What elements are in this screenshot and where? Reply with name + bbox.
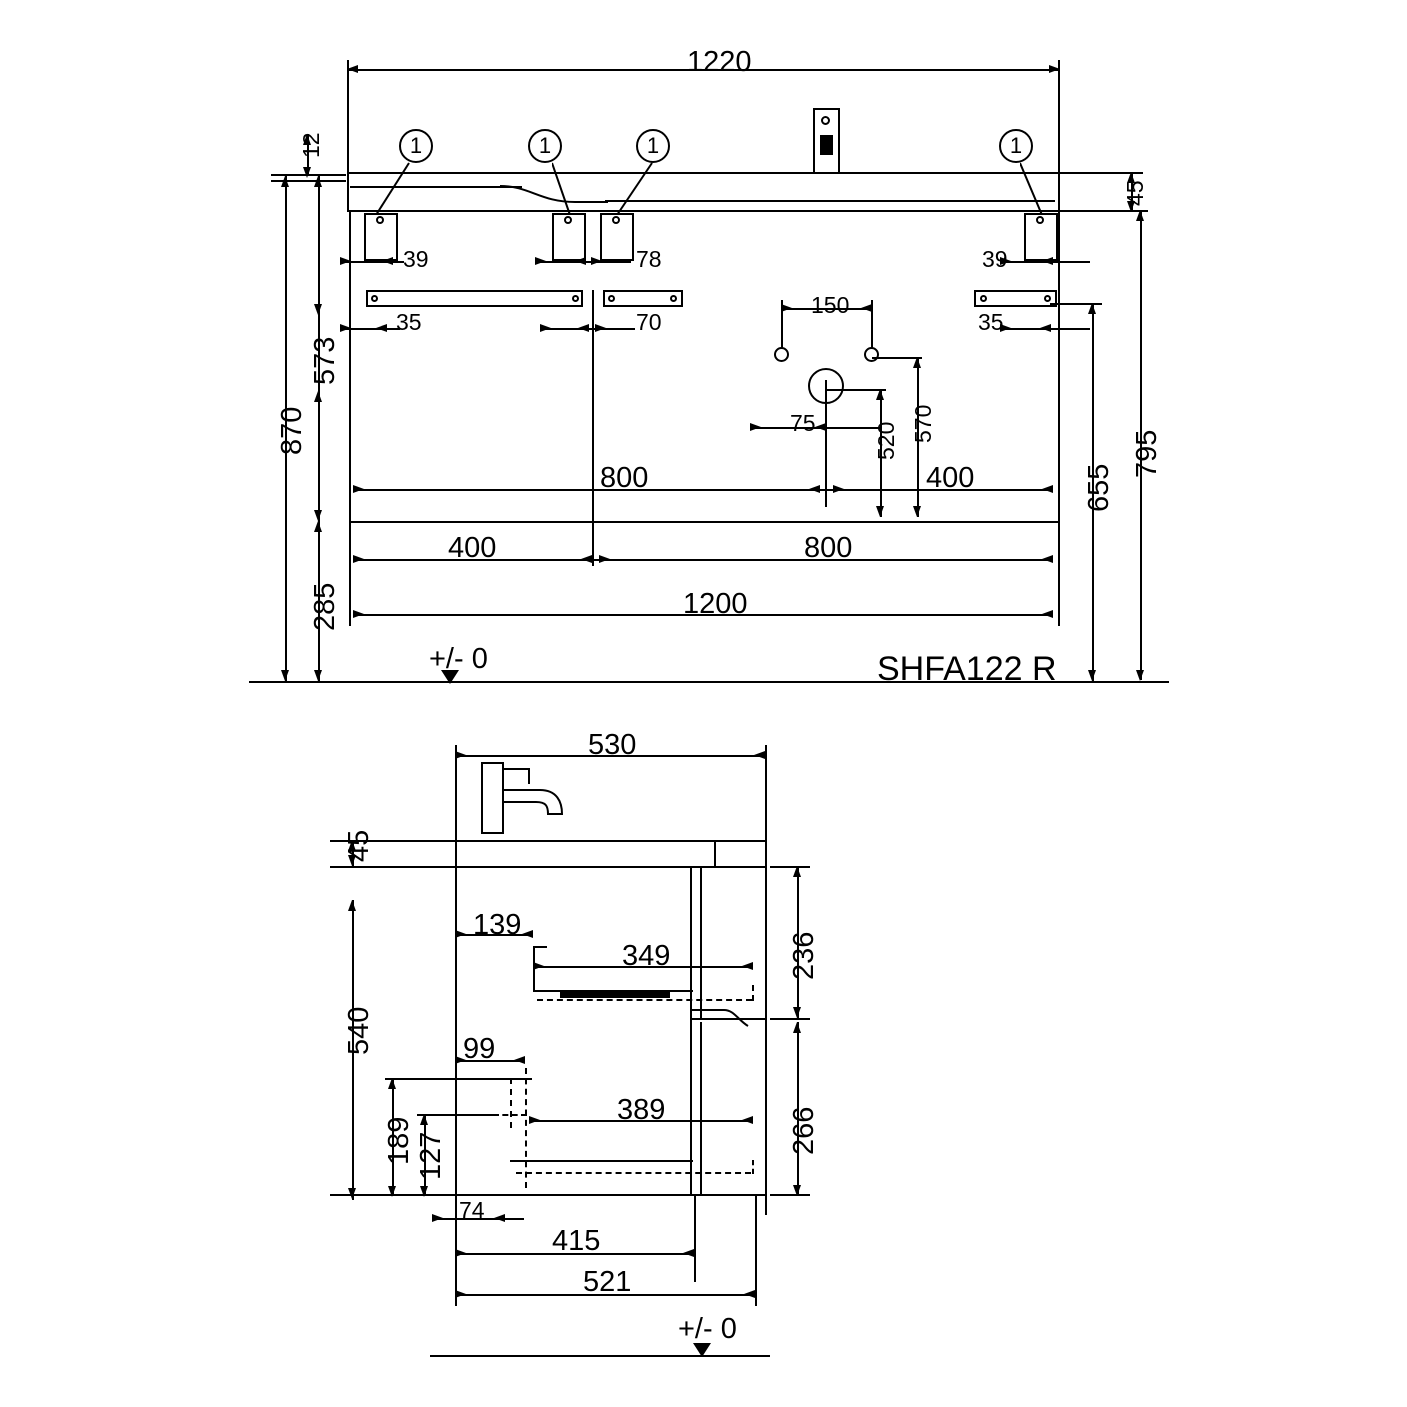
dim-189: 189 xyxy=(383,1116,415,1165)
dim-99: 99 xyxy=(463,1033,496,1065)
drawer-front-lower xyxy=(700,1022,702,1196)
ext-line xyxy=(770,1194,810,1196)
drawer-front-upper xyxy=(700,866,702,1018)
side-front-panel-inner xyxy=(690,866,692,1196)
rail-hole xyxy=(980,295,987,302)
arrow xyxy=(599,555,610,563)
balloon-label: 1 xyxy=(409,133,423,158)
arrow xyxy=(1042,610,1053,618)
cabinet-bottom-edge xyxy=(349,521,1060,523)
dim-415: 415 xyxy=(552,1225,601,1257)
dim-266: 266 xyxy=(788,1106,820,1155)
ext-line xyxy=(349,521,351,626)
dim-39-right: 39 xyxy=(982,246,1008,272)
waste-centerline xyxy=(825,380,827,500)
arrow xyxy=(281,670,289,681)
datum-line-side xyxy=(430,1355,770,1357)
arrow xyxy=(314,670,322,681)
arrow xyxy=(575,257,586,265)
arrow xyxy=(314,176,322,187)
dim-870: 870 xyxy=(276,406,308,455)
ext-line xyxy=(347,60,349,175)
cabinet-divider xyxy=(592,290,594,522)
dim-70: 70 xyxy=(636,309,662,335)
arrow xyxy=(833,485,844,493)
arrow xyxy=(591,257,602,265)
arrow xyxy=(382,257,393,265)
arrow xyxy=(455,930,466,938)
dim-78: 78 xyxy=(636,246,662,272)
dim-12: 12 xyxy=(298,132,324,158)
side-top-lower xyxy=(455,866,765,868)
top-panel-lower-edge xyxy=(347,210,1059,212)
ext-line xyxy=(770,866,810,868)
dim-35-left: 35 xyxy=(396,309,422,335)
basin-edge-right xyxy=(605,200,1055,202)
dim-150: 150 xyxy=(811,292,850,318)
side-body-right xyxy=(765,866,767,1196)
dim-573: 573 xyxy=(309,336,341,385)
runner-lower-dash-short xyxy=(493,1114,527,1116)
arrow xyxy=(781,304,792,312)
dim-400-lower: 400 xyxy=(448,532,497,564)
side-body-bottom xyxy=(455,1194,765,1196)
tap-hole-fill xyxy=(820,135,833,155)
dim-45-side: 45 xyxy=(343,829,375,862)
arrow xyxy=(314,304,322,315)
dim-75: 75 xyxy=(790,410,816,436)
arrow xyxy=(809,485,820,493)
tap-base xyxy=(481,832,504,834)
ext-line xyxy=(1058,210,1148,212)
dim-236: 236 xyxy=(788,931,820,980)
arrow xyxy=(353,485,364,493)
ext-line xyxy=(417,1114,497,1116)
ext-line xyxy=(330,866,458,868)
dim-1220: 1220 xyxy=(687,46,752,78)
arrow xyxy=(683,1249,694,1257)
tap-spout-icon xyxy=(502,788,567,826)
arrow xyxy=(744,1290,755,1298)
balloon-label: 1 xyxy=(646,133,660,158)
ext-line xyxy=(1058,172,1143,174)
arrow xyxy=(314,391,322,402)
dim-530: 530 xyxy=(588,729,637,761)
rail-hole xyxy=(572,295,579,302)
runner-lower-top xyxy=(510,1078,532,1080)
arrow xyxy=(529,1116,540,1124)
dim-570: 570 xyxy=(910,404,936,443)
cabinet-right-edge xyxy=(1058,210,1060,522)
dim-39-left: 39 xyxy=(403,246,429,272)
runner-lower-vert2 xyxy=(525,1068,527,1188)
ext-line xyxy=(455,1196,457,1306)
arrow xyxy=(348,900,356,911)
tap-hole-dot xyxy=(821,116,830,125)
arrow xyxy=(281,176,289,187)
arrow xyxy=(314,521,322,532)
ext-line xyxy=(825,489,827,507)
arrow xyxy=(353,555,364,563)
dim-349: 349 xyxy=(622,940,671,972)
arrow xyxy=(1088,670,1096,681)
drawer-rail-left xyxy=(366,290,583,307)
ext-line xyxy=(826,389,886,391)
arrow xyxy=(340,257,351,265)
ext-line xyxy=(1058,521,1060,626)
arrow xyxy=(535,257,546,265)
arrow xyxy=(1042,485,1053,493)
ext-line xyxy=(1050,303,1102,305)
arrow xyxy=(1136,670,1144,681)
runner-lower-body xyxy=(510,1160,693,1162)
ext-line xyxy=(694,1196,696,1282)
arrow xyxy=(540,324,551,332)
arrow xyxy=(533,962,544,970)
arrow xyxy=(742,1116,753,1124)
balloon-1 xyxy=(636,129,670,163)
dim-127: 127 xyxy=(415,1131,447,1180)
tap-body-left xyxy=(481,762,483,834)
dim-139: 139 xyxy=(473,909,522,941)
dim-1200: 1200 xyxy=(683,588,748,620)
side-top-upper xyxy=(455,840,765,842)
arrow xyxy=(1040,324,1051,332)
hinge-hole xyxy=(564,216,572,224)
side-top-joint xyxy=(714,840,716,866)
arrow xyxy=(303,167,311,178)
ext-line xyxy=(455,745,457,855)
datum-label-front: +/- 0 xyxy=(429,643,488,675)
hinge-hole xyxy=(1036,216,1044,224)
hinge-hole xyxy=(612,216,620,224)
tap-top xyxy=(481,762,504,764)
runner-upper-dash2 xyxy=(752,985,754,1001)
arrow xyxy=(876,506,884,517)
dim-45: 45 xyxy=(1122,180,1148,206)
arrow xyxy=(742,962,753,970)
dim-800-upper: 800 xyxy=(600,462,649,494)
arrow xyxy=(754,751,765,759)
arrow xyxy=(376,324,387,332)
arrow xyxy=(388,1186,396,1197)
rail-hole xyxy=(371,295,378,302)
arrow xyxy=(340,324,351,332)
balloon-label: 1 xyxy=(1009,133,1023,158)
leader-line xyxy=(363,160,418,218)
leader-line xyxy=(552,160,582,218)
arrow xyxy=(793,1022,801,1033)
ext-line xyxy=(755,1196,757,1306)
arrow xyxy=(750,423,761,431)
arrow xyxy=(1042,257,1053,265)
dim-74: 74 xyxy=(459,1197,485,1223)
runner-upper-dash1 xyxy=(537,999,752,1001)
dim-389: 389 xyxy=(617,1094,666,1126)
dim-795: 795 xyxy=(1131,429,1163,478)
arrow xyxy=(1042,555,1053,563)
arrow xyxy=(793,1007,801,1018)
arrow xyxy=(494,1214,505,1222)
rail-hole xyxy=(608,295,615,302)
datum-triangle-front xyxy=(441,670,459,684)
balloon-1 xyxy=(399,129,433,163)
hinge-hole xyxy=(376,216,384,224)
arrow xyxy=(420,1186,428,1197)
top-panel-left-edge xyxy=(347,172,349,212)
arrow xyxy=(861,304,872,312)
dim-285: 285 xyxy=(309,582,341,631)
ext-line xyxy=(385,1078,513,1080)
tap-lever xyxy=(502,768,530,770)
ext-line xyxy=(872,357,922,359)
arrow xyxy=(578,324,589,332)
arrow xyxy=(595,324,606,332)
arrow xyxy=(514,1056,525,1064)
tap-hole-right xyxy=(864,347,879,362)
dim-520: 520 xyxy=(873,421,899,460)
datum-label-side: +/- 0 xyxy=(678,1313,737,1345)
dim-800-lower: 800 xyxy=(804,532,853,564)
tap-hole-left xyxy=(774,347,789,362)
balloon-1 xyxy=(999,129,1033,163)
dim-400-upper: 400 xyxy=(926,462,975,494)
balloon-label: 1 xyxy=(538,133,552,158)
rail-hole xyxy=(670,295,677,302)
handle-profile-icon xyxy=(690,1008,750,1030)
dim-655: 655 xyxy=(1083,463,1115,512)
runner-lower-dash1 xyxy=(516,1172,751,1174)
side-top-left xyxy=(455,840,457,866)
runner-upper-top xyxy=(533,946,547,948)
balloon-1 xyxy=(528,129,562,163)
ext-line xyxy=(592,521,594,566)
leader-line xyxy=(1020,160,1055,218)
leader-line xyxy=(612,160,657,218)
arrow xyxy=(581,555,592,563)
side-body-left xyxy=(455,866,457,1196)
top-panel-upper-edge xyxy=(347,172,1059,174)
runner-lower-vert xyxy=(510,1078,512,1128)
dim-35-right: 35 xyxy=(978,309,1004,335)
arrow xyxy=(314,510,322,521)
ext-line xyxy=(770,1018,810,1020)
side-top-right xyxy=(765,840,767,866)
top-panel-right-edge xyxy=(1058,172,1060,212)
part-title: SHFA122 R xyxy=(877,650,1057,688)
dim-521: 521 xyxy=(583,1266,632,1298)
arrow xyxy=(432,1214,443,1222)
runner-upper-fill xyxy=(560,991,670,998)
tap-lever-end xyxy=(528,768,530,784)
rail-hole xyxy=(1044,295,1051,302)
dim-540: 540 xyxy=(343,1006,375,1055)
arrow xyxy=(913,506,921,517)
arrow xyxy=(353,610,364,618)
arrow xyxy=(522,930,533,938)
runner-lower-dash2 xyxy=(752,1160,754,1174)
